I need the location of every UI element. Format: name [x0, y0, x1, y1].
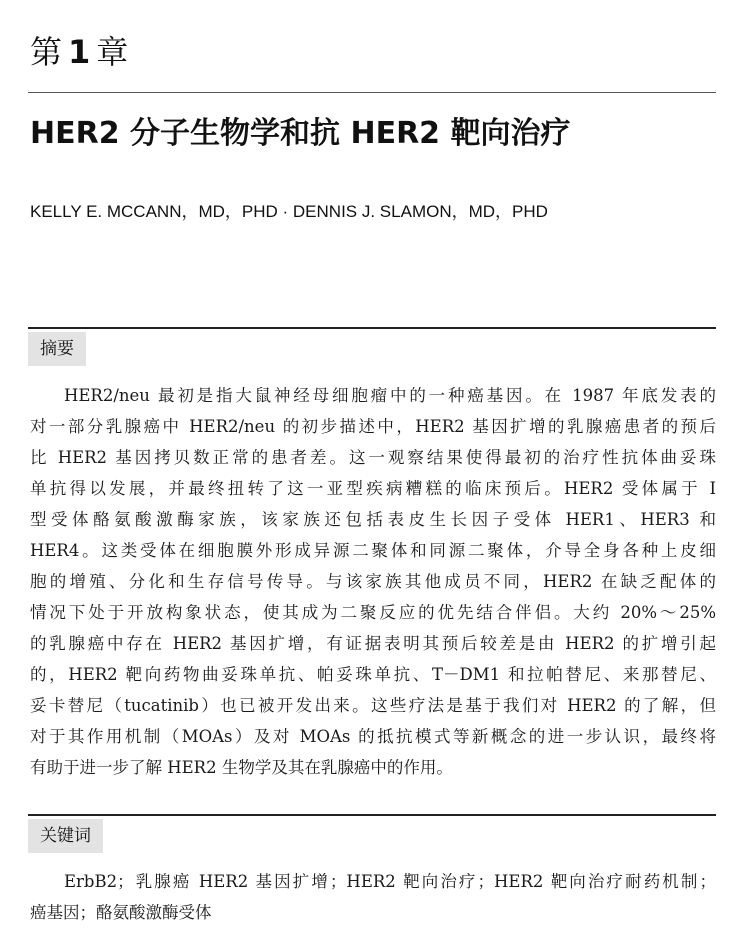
- abstract-line: HER2/neu 最初是指大鼠神经母细胞瘤中的一种癌基因。在 1987 年底发表的: [64, 386, 716, 405]
- abstract-line: 对一部分乳腺癌中 HER2/neu 的初步描述中，HER2 基因扩增的乳腺癌患者的预后: [30, 417, 716, 436]
- chapter-title: HER2 分子生物学和抗 HER2 靶向治疗: [30, 116, 571, 151]
- chapter-number: [30, 30, 128, 74]
- keywords-divider: [28, 814, 716, 816]
- chapter-suffix: 章: [96, 33, 129, 71]
- abstract-line: 的，HER2 靶向药物曲妥珠单抗、帕妥珠单抗、T－DM1 和拉帕替尼、来那替尼、: [30, 665, 716, 684]
- abstract-divider: [28, 327, 716, 329]
- abstract-line: 型受体酪氨酸激酶家族，该家族还包括表皮生长因子受体 HER1、HER3 和: [30, 510, 716, 529]
- authors-line: KELLY E. MCCANN，MD，PHD · DENNIS J. SLAMON，MD，PHD: [30, 202, 548, 221]
- abstract-line: 情况下处于开放构象状态，使其成为二聚反应的优先结合伴侣。大约 20%～25%: [30, 603, 716, 622]
- keywords-line: ErbB2；乳腺癌 HER2 基因扩增；HER2 靶向治疗；HER2 靶向治疗耐药机制；: [64, 872, 716, 891]
- chapter-number-value: 1: [68, 33, 91, 71]
- abstract-line: 胞的增殖、分化和生存信号传导。与该家族其他成员不同，HER2 在缺乏配体的: [30, 572, 716, 591]
- abstract-line: 妥卡替尼（tucatinib）也已被开发出来。这些疗法是基于我们对 HER2 的了解，但: [30, 696, 716, 715]
- abstract-body: [30, 380, 716, 783]
- abstract-line: 的乳腺癌中存在 HER2 基因扩增，有证据表明其预后较差是由 HER2 的扩增引起: [30, 634, 716, 653]
- abstract-line: 比 HER2 基因拷贝数正常的患者差。这一观察结果使得最初的治疗性抗体曲妥珠: [30, 448, 716, 467]
- chapter-prefix: 第: [30, 33, 63, 71]
- abstract-line: 有助于进一步了解 HER2 生物学及其在乳腺癌中的作用。: [30, 758, 453, 777]
- keywords-line: 癌基因；酪氨酸激酶受体: [30, 903, 212, 922]
- abstract-heading: 摘要: [28, 332, 86, 366]
- keywords-body: [30, 866, 716, 928]
- top-divider: [28, 92, 716, 93]
- abstract-line: HER4。这类受体在细胞膜外形成异源二聚体和同源二聚体，介导全身各种上皮细: [30, 541, 716, 560]
- abstract-line: 单抗得以发展，并最终扭转了这一亚型疾病糟糕的临床预后。HER2 受体属于 Ⅰ: [30, 479, 716, 498]
- keywords-heading: 关键词: [28, 819, 103, 853]
- abstract-line: 对于其作用机制（MOAs）及对 MOAs 的抵抗模式等新概念的进一步认识，最终将: [30, 727, 716, 746]
